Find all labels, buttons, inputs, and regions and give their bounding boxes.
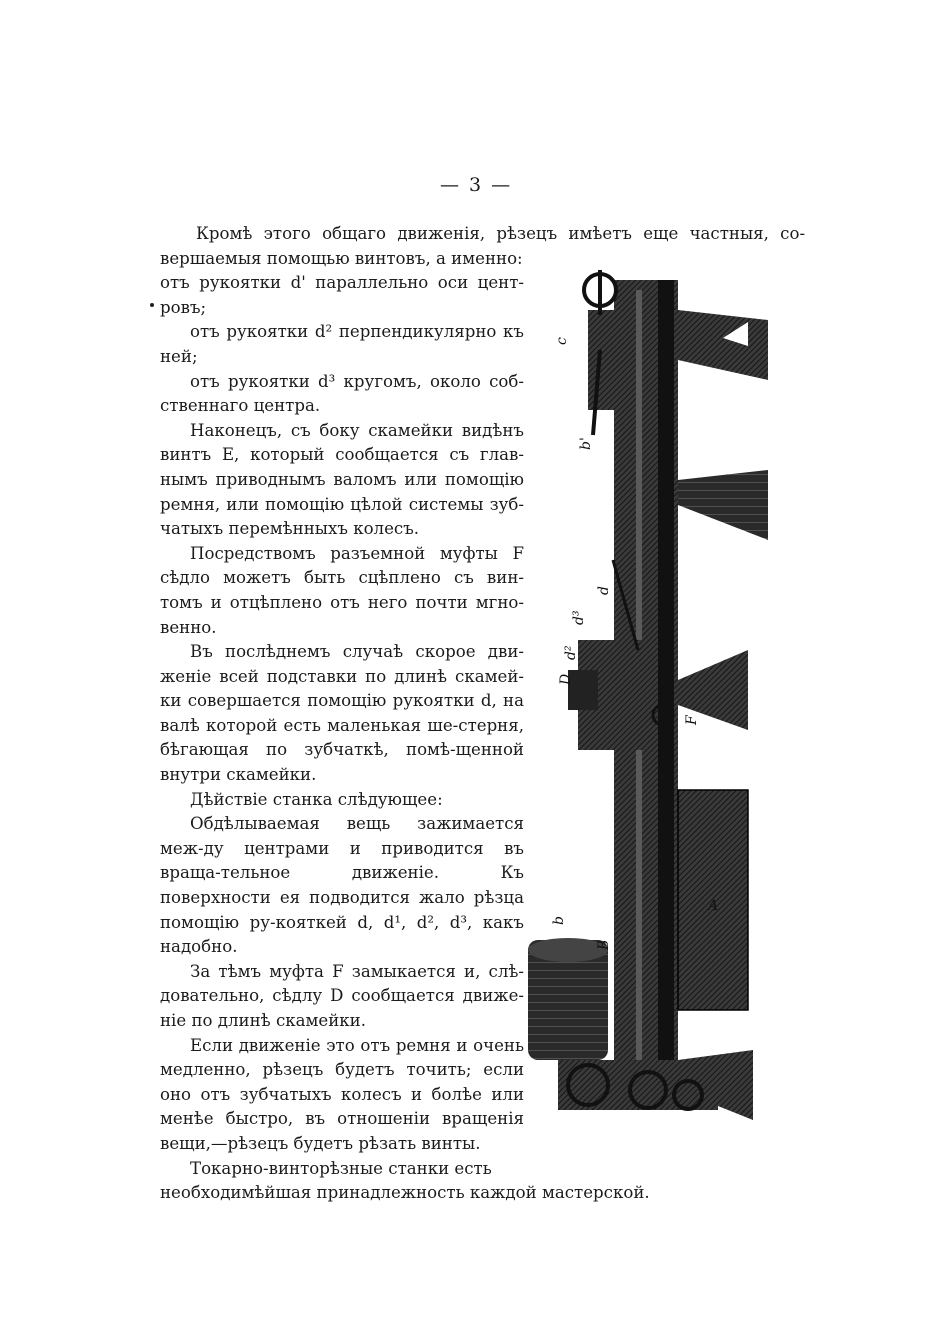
paragraph: За тѣмъ муфта F замыкается и, слѣ-довательно, сѣдлу D сообщается движе-ніе по длинѣ скамейки.	[160, 961, 524, 1030]
first-line: Кромѣ этого общаго движенія, рѣзецъ имѣетъ еще частныя, со-	[196, 224, 806, 243]
paragraph: Въ послѣднемъ случаѣ скорое дви-женіе всей подставки по длинѣ скамей-ки совершается помощію рукоятки d, на валѣ которой есть маленькая ше-стерня, бѣгающая по зубчаткѣ, помѣ-щенной внутри скамейки.	[160, 642, 524, 785]
paragraph: Наконецъ, съ боку скамейки видѣнъ винтъ E, который сообщается съ глав-нымъ приводнымъ валомъ или помощію ремня, или помощію цѣлой системы зуб-чатыхъ перемѣнныхъ колесъ.	[160, 420, 524, 539]
figure-label-B: B	[596, 939, 612, 950]
paragraph: Токарно-винторѣзные станки есть	[190, 1158, 492, 1178]
figure-label-c: c	[554, 337, 570, 345]
paragraph: Если движеніе это отъ ремня и очень медленно, рѣзецъ будетъ точить; если оно отъ зубчатыхъ колесъ и болѣе или менѣе быстро, въ отношеніи вращенія вещи,—рѣзецъ будетъ рѣзать винты.	[160, 1035, 524, 1153]
stray-dot	[150, 303, 154, 307]
bed-rail	[658, 280, 674, 1090]
paragraph: отъ рукоятки d' параллельно оси цент-ровъ;	[160, 273, 524, 317]
last-line: необходимѣйшая принадлежность каждой мастерской.	[160, 1183, 650, 1203]
paragraph: отъ рукоятки d³ кругомъ, около соб-ственнаго центра.	[160, 371, 524, 416]
paragraph: отъ рукоятки d² перпендикулярно къ ней;	[160, 322, 524, 366]
paragraph: вершаемыя помощью винтовъ, а именно:	[160, 248, 523, 268]
figure-label-b: b	[551, 916, 567, 925]
page-number: — 3 —	[440, 174, 513, 196]
figure-label-A: A	[708, 898, 719, 914]
figure-label-D: D	[558, 673, 574, 685]
figure-label-b-prime: b'	[578, 437, 594, 450]
figure-label-d: d	[596, 586, 612, 595]
paragraph: Обдѣлываемая вещь зажимается меж-ду центрами и приводится въ враща-тельное движеніе. Къ поверхности ея подводится жало рѣзца помощію ру-кояткей d, d¹, d², d³, какъ надобно.	[160, 814, 524, 957]
figure-label-d2: d²	[563, 645, 579, 660]
figure-label-F: F	[684, 715, 700, 725]
lathe-illustration	[518, 250, 774, 1140]
figure-label-d3: d³	[571, 610, 587, 625]
headstock	[588, 310, 628, 410]
paragraph: Посредствомъ разъемной муфты F сѣдло можетъ быть сцѣплено съ вин-томъ и отцѣплено отъ него почти мгно-венно.	[160, 543, 524, 637]
leg-upper-mid	[678, 470, 768, 540]
narrow-column	[160, 247, 524, 1182]
paragraph: Дѣйствіе станка слѣдующее:	[190, 789, 443, 809]
leg-top	[678, 310, 768, 380]
